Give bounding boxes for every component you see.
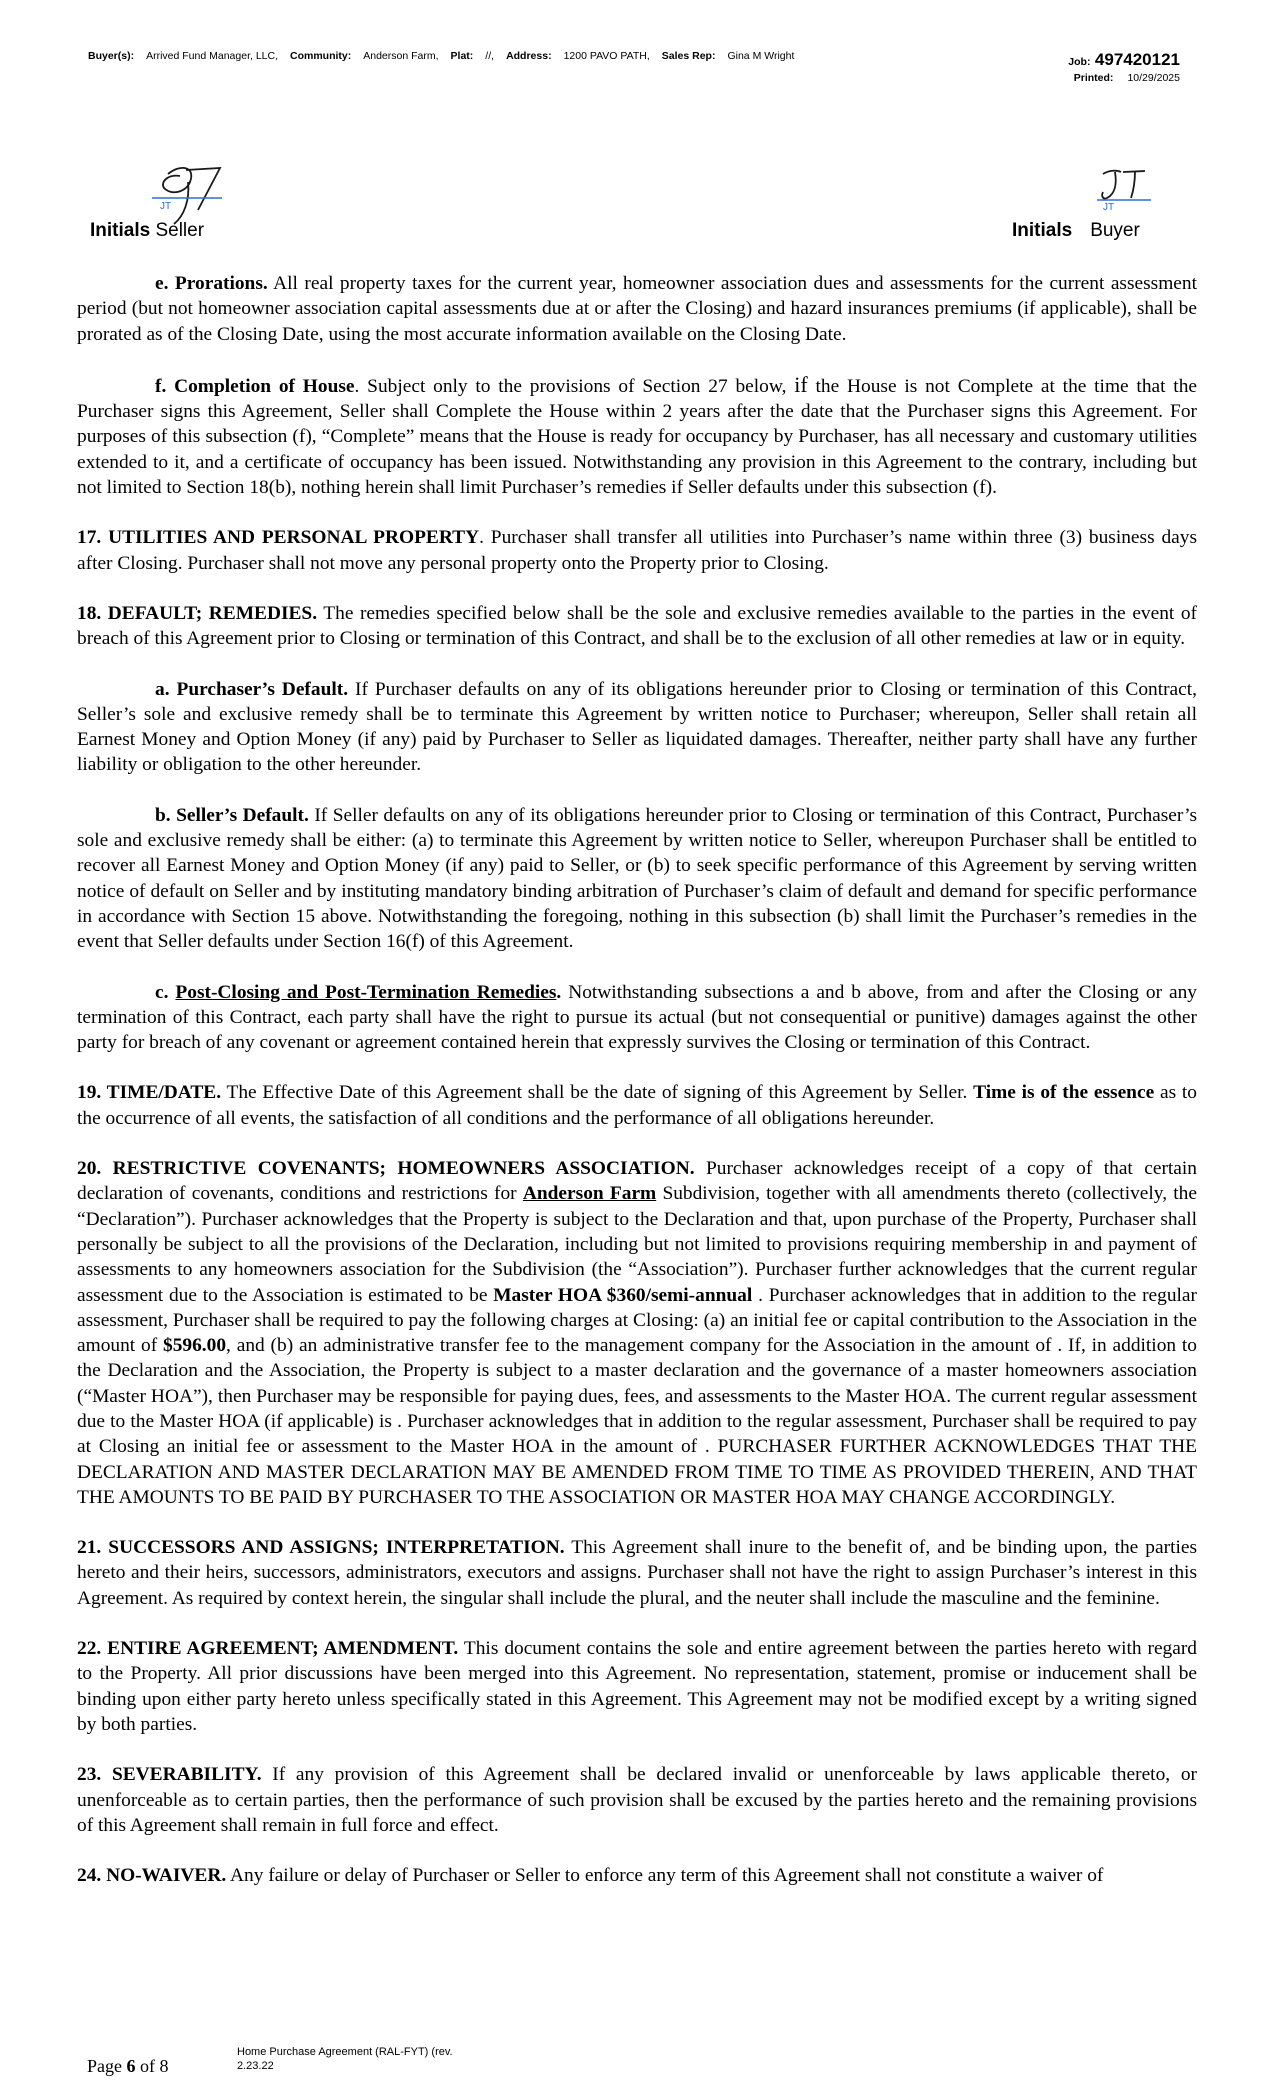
community-label: Community: [290,50,352,62]
page-total: 8 [159,2056,169,2076]
seller-initials-tag: JT [160,201,172,212]
plat-label: Plat: [450,50,474,62]
section-e-text: All real property taxes for the current year, homeowner association dues and assessments for the current assessment period (but not homeowner association capital assessments due at or after the Closing) and hazard insurances premiums (if applicable), shall be prorated as of the Closing Date, using the most accurate information available on the Closing Date. [77,273,1197,345]
address-value: 1200 PAVO PATH, [563,50,650,62]
section-18c-text: Notwithstanding subsections a and b above, from and after the Closing or any termination of this Contract, each party shall have the right to pursue its actual (but not consequential or punitive) damages against the other party for breach of any covenant or agreement contained herein that expressly survives the Closing or termination of this Contract. [77,981,1197,1054]
section-17-utilities [77,525,1197,576]
section-23-severability [77,1762,1197,1838]
header-info-line [88,50,794,62]
page-word: Page [87,2056,122,2076]
section-18a-text: If Purchaser defaults on any of its obligations hereunder prior to Closing or termination of this Contract, Seller’s sole and exclusive remedy shall be to terminate this Agreement by written notice to Purchaser; whereupon, Seller shall retain all Earnest Money and Option Money (if any) paid by Purchaser to Seller as liquidated damages. Thereafter, neither party shall have any further liability or obligation to the other hereunder. [77,678,1197,776]
job-number: 497420121 [1094,50,1180,69]
address-label: Address: [506,50,552,62]
section-18b-seller-default [77,803,1197,955]
document-revision: Home Purchase Agreement (RAL-FYT) (rev. 2.23.22 [237,2046,453,2072]
section-18b-text: If Seller defaults on any of its obligations hereunder prior to Closing or termination of this Contract, Purchaser’s sole and exclusive remedy shall be either: (a) to terminate this Agreement by written notice to Seller, whereupon Purchaser shall be entitled to recover all Earnest Money and Option Money (if any) paid to Seller, or (b) to seek specific performance of this Agreement by serving written notice of default on Seller and by instituting mandatory binding arbitration of Purchaser’s claim of default and demand for specific performance in accordance with Section 15 above. Notwithstanding the foregoing, nothing in this subsection (b) shall limit the Purchaser’s remedies in the event that Seller defaults under Section 16(f) of this Agreement. [77,804,1198,953]
section-21-heading: 21. SUCCESSORS AND ASSIGNS; INTERPRETATION. [77,1537,565,1559]
section-f-text-2: the House is not Complete at the time that the Purchaser signs this Agreement, Seller shall Complete the House within 2 years after the date that the Purchaser signs this Agreement. For purposes of this subsection (f), “Complete” means that the House is ready for occupancy by Purchaser, has all necessary and customary utilities extended to it, and a certificate of occupancy has been issued. Notwithstanding any provision in this Agreement to the contrary, including but not limited to Section 18(b), nothing herein shall limit Purchaser’s remedies if Seller defaults under this subsection (f). [77,375,1197,499]
section-19-text-1: The Effective Date of this Agreement shall be the date of signing of this Agreement by Seller. [226,1082,968,1104]
job-label: Job: [1068,56,1091,68]
section-22-text: This document contains the sole and entire agreement between the parties hereto with regard to the Property. All prior discussions have been merged into this Agreement. No representation, statement, promise or inducement shall be binding upon either party hereto unless specifically stated in this Agreement. This Agreement may not be modified except by a writing signed by both parties. [77,1638,1198,1735]
section-20-text-4: , and (b) an administrative transfer fee to the management company for the Association in the amount of . If, in addition to the Declaration and the Association, the Property is subject to a master declaration and the governance of a master homeowners association (“Master HOA”), then Purchaser may be responsible for paying dues, fees, and assessments to the Master HOA. The current regular assessment due to the Master HOA (if applicable) is . Purchaser acknowledges that in addition to the regular assessment, Purchaser shall be required to pay at Closing an initial fee or assessment to the Master HOA in the amount of . PURCHASER FURTHER ACKNOWLEDGES THAT THE DECLARATION AND MASTER DECLARATION MAY BE AMENDED FROM TIME TO TIME AS PROVIDED THEREIN, AND THAT THE AMOUNTS TO BE PAID BY PURCHASER TO THE ASSOCIATION OR MASTER HOA MAY CHANGE ACCORDINGLY. [77,1335,1197,1508]
section-18c-heading: Post-Closing and Post-Termination Remedies [175,981,557,1003]
section-22-heading: 22. ENTIRE AGREEMENT; AMENDMENT. [77,1638,459,1660]
seller-role: Seller [155,220,205,241]
section-f-text-1: . Subject only to the provisions of Section 27 below, [354,375,787,397]
section-24-text: Any failure or delay of Purchaser or Seller to enforce any term of this Agreement shall not constitute a waiver of [230,1865,1104,1887]
section-e-heading: e. Prorations. [155,273,268,294]
section-23-text: If any provision of this Agreement shall be declared invalid or unenforceable by laws applicable thereto, or unenforceable as to certain parties, then the performance of such provision shall be excused by the parties hereto and the remaining provisions of this Agreement shall remain in full force and effect. [77,1764,1197,1836]
of-word: of [140,2056,155,2076]
community-value: Anderson Farm, [363,50,439,62]
section-19-bold: Time is of the essence [973,1082,1155,1104]
section-f-if: if [794,371,808,397]
section-17-text: . Purchaser shall transfer all utilities into Purchaser’s name within three (3) business days after Closing. Purchaser shall not move any personal property onto the Property prior to Closing. [77,527,1197,574]
section-23-heading: 23. SEVERABILITY. [77,1764,262,1786]
job-info [1068,50,1180,86]
section-18b-heading: b. Seller’s Default. [155,804,309,826]
printed-label: Printed: [1073,72,1114,84]
sales-rep-value: Gina M Wright [727,50,795,62]
section-18a-heading: a. Purchaser’s Default. [155,678,349,700]
section-20-text-2: Subdivision, together with all amendments thereto (collectively, the “Declaration”). Purchaser acknowledges that the Property is subject to the Declaration and that, upon purchase of the Property, Purchaser shall personally be subject to all the provisions of the Declaration, including but not limited to provisions requiring membership in and payment of assessments to any homeowners association for the Subdivision (the “Association”). Purchaser further acknowledges that the current regular assessment due to the Association is estimated to be [77,1183,1197,1306]
printed-date: 10/29/2025 [1127,72,1180,84]
section-f-completion [77,372,1197,500]
section-24-no-waiver [77,1863,1197,1888]
section-19-time-date [77,1080,1197,1131]
section-20-covenants [77,1156,1197,1510]
section-18-default [77,601,1197,652]
section-19-text-2: as to the occurrence of all events, the satisfaction of all conditions and the performance of all obligations hereunder. [77,1082,1197,1129]
section-f-heading: f. Completion of House [155,375,355,397]
section-17-heading: 17. UTILITIES AND PERSONAL PROPERTY [77,527,480,549]
buyer-initials-label [1012,220,1140,242]
buyer-initials-tag: JT [1103,202,1115,213]
buyer-label: Buyer(s): [88,50,135,62]
page-current: 6 [126,2056,136,2076]
section-18c-letter: c. [155,981,169,1003]
section-20-heading: 20. RESTRICTIVE COVENANTS; HOMEOWNERS ASSOCIATION. [77,1158,695,1180]
section-e-prorations [77,271,1197,347]
section-18c-post-closing: c. Post-Closing and Post-Termination Remedies. Notwithstanding subsections a and b above, from and after the Closing or any termination of this Contract, each party shall have the right to pursue its actual (but not consequential or punitive) damages against the other party for breach of any covenant or agreement contained herein that expressly survives the Closing or termination of this Contract. [77,981,1197,1054]
section-18a-purchaser-default [77,677,1197,778]
page-number [87,2056,169,2077]
seller-initials-word: Initials [90,220,151,241]
agreement-body [77,271,1197,1913]
buyer-value: Arrived Fund Manager, LLC, [146,50,278,62]
section-22-entire-agreement [77,1636,1197,1737]
plat-value: //, [485,50,495,62]
section-21-text: This Agreement shall inure to the benefit of, and be binding upon, the parties hereto and their heirs, successors, administrators, executors and assigns. Purchaser shall not have the right to assign Purchaser’s interest in this Agreement. As required by context herein, the singular shall include the plural, and the neuter shall include the masculine and the feminine. [77,1537,1197,1609]
section-20-subdivision: Anderson Farm [522,1183,657,1205]
sales-rep-label: Sales Rep: [661,50,716,62]
section-20-text-3: . Purchaser acknowledges that in addition to the regular assessment, Purchaser shall be required to pay the following charges at Closing: (a) an initial fee or capital contribution to the Association in the amount of [77,1284,1197,1357]
section-18-heading: 18. DEFAULT; REMEDIES. [77,602,318,624]
section-20-text-1: Purchaser acknowledges receipt of a copy of that certain declaration of covenants, conditions and restrictions for [77,1158,1197,1205]
buyer-role: Buyer [1090,220,1140,241]
section-20-fee: $596.00 [163,1335,227,1357]
seller-initials-label [90,220,204,242]
buyer-initials-word: Initials [1012,220,1073,241]
section-19-heading: 19. TIME/DATE. [77,1082,222,1104]
section-24-heading: 24. NO-WAIVER. [77,1865,227,1887]
section-21-successors [77,1535,1197,1611]
seller-initials-signature [150,160,230,228]
section-18-text: The remedies specified below shall be the sole and exclusive remedies available to the parties in the event of breach of this Agreement prior to Closing or termination of this Contract, and shall be to the exclusion of all other remedies at law or in equity. [77,602,1198,650]
section-20-assessment: Master HOA $360/semi-annual [493,1284,753,1306]
